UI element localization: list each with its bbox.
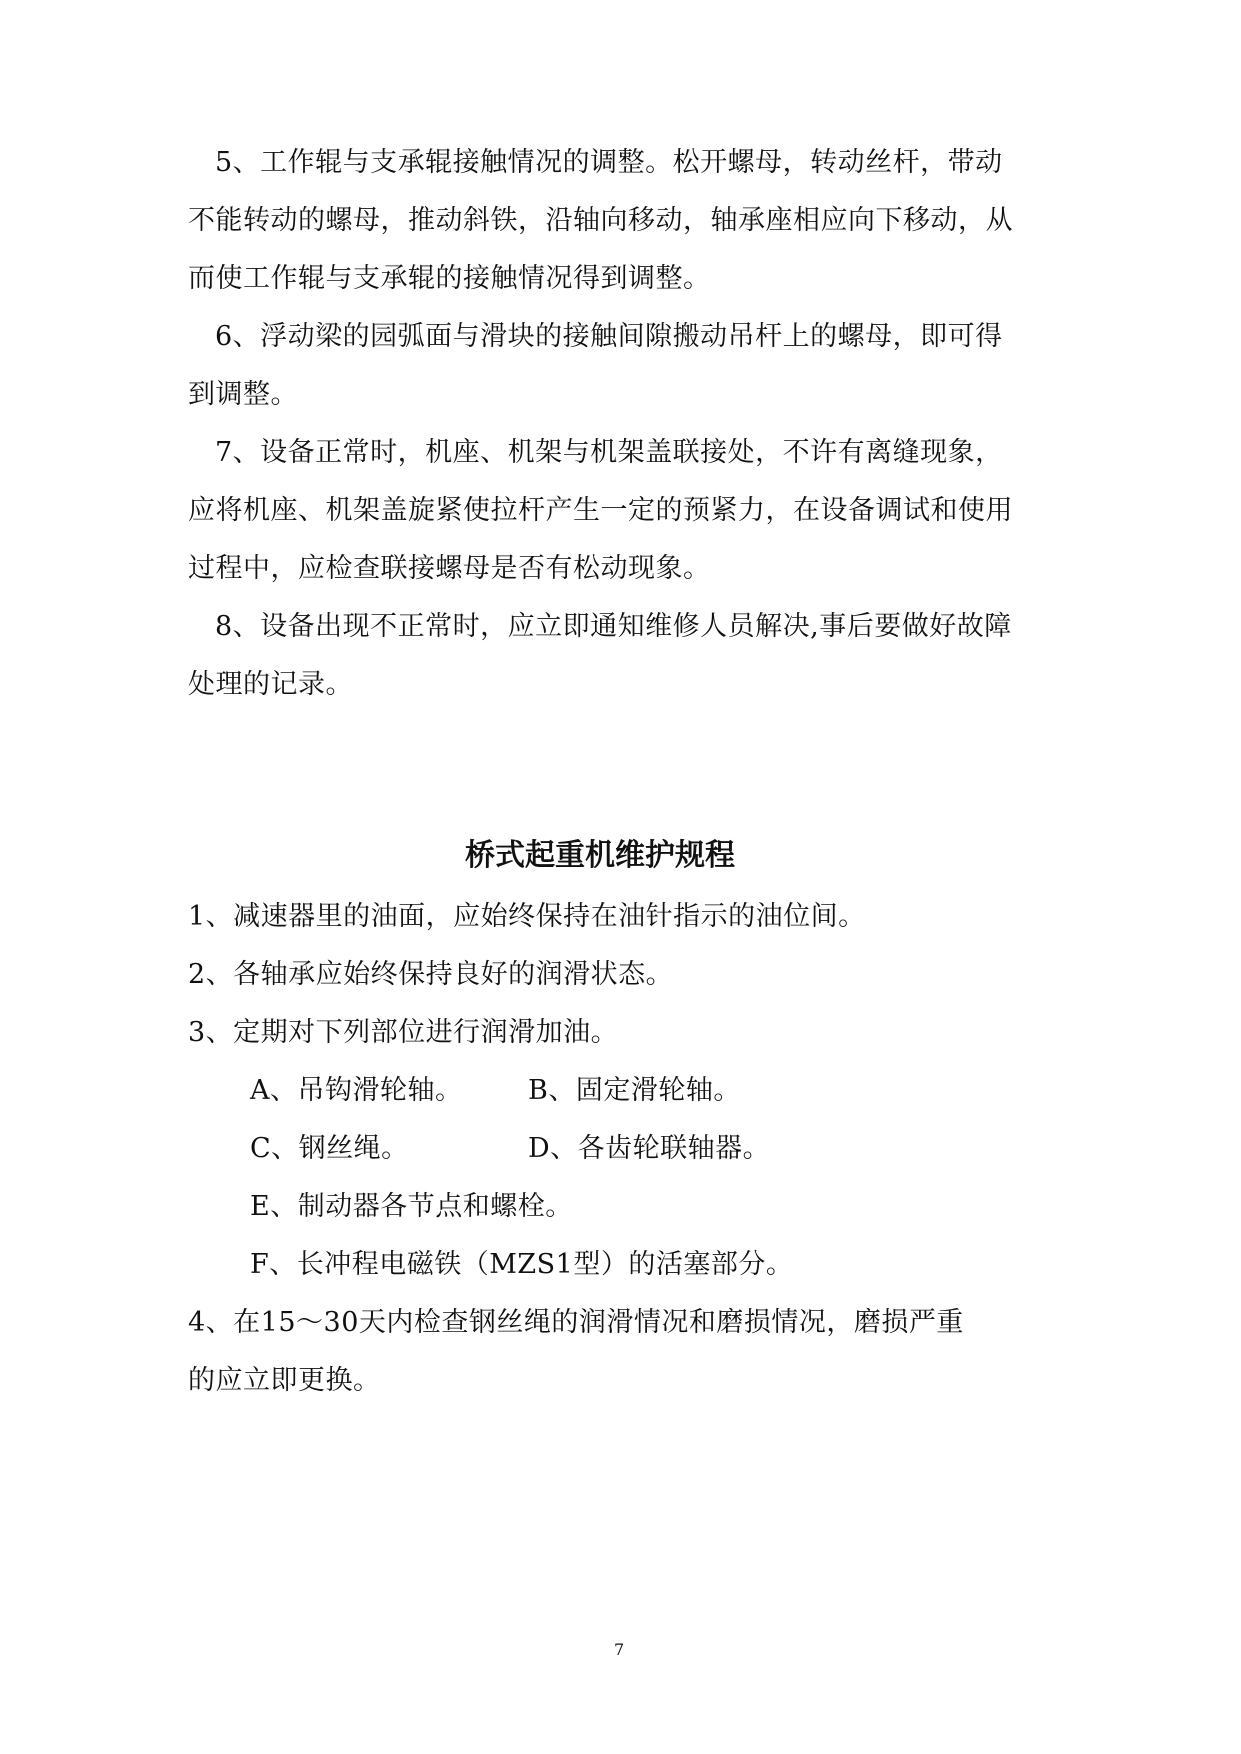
item-8-line-2: 处理的记录。 xyxy=(188,669,353,700)
item-7-line-3: 过程中，应检查联接螺母是否有松动现象。 xyxy=(188,553,711,584)
item-6-line-2: 到调整。 xyxy=(188,379,298,410)
item-7-line-1: 7、设备正常时，机座、机架与机架盖联接处，不许有离缝现象， xyxy=(215,437,1003,468)
crane-sub-d: D、各齿轮联轴器。 xyxy=(528,1133,771,1164)
crane-item-2: 2、各轴承应始终保持良好的润滑状态。 xyxy=(188,959,674,990)
item-5-line-1: 5、工作辊与支承辊接触情况的调整。松开螺母，转动丝杆，带动 xyxy=(215,147,1003,178)
crane-item-3: 3、定期对下列部位进行润滑加油。 xyxy=(188,1017,619,1048)
crane-sub-c: C、钢丝绳。 xyxy=(250,1133,409,1164)
crane-item-1: 1、减速器里的油面，应始终保持在油针指示的油位间。 xyxy=(188,901,866,932)
crane-sub-b: B、固定滑轮轴。 xyxy=(528,1075,741,1106)
item-5-line-3: 而使工作辊与支承辊的接触情况得到调整。 xyxy=(188,263,711,294)
crane-sub-a: A、吊钩滑轮轴。 xyxy=(250,1075,463,1106)
page-number: 7 xyxy=(614,1640,625,1659)
crane-item-4-line-2: 的应立即更换。 xyxy=(188,1365,381,1396)
item-5-line-2: 不能转动的螺母，推动斜铁，沿轴向移动，轴承座相应向下移动，从 xyxy=(188,205,1013,236)
item-7-line-2: 应将机座、机架盖旋紧使拉杆产生一定的预紧力，在设备调试和使用 xyxy=(188,495,1013,526)
crane-item-4-line-1: 4、在15～30天内检查钢丝绳的润滑情况和磨损情况，磨损严重 xyxy=(188,1307,964,1338)
item-6-line-1: 6、浮动梁的园弧面与滑块的接触间隙搬动吊杆上的螺母，即可得 xyxy=(215,321,1003,352)
crane-sub-f: F、长冲程电磁铁（MZS1型）的活塞部分。 xyxy=(250,1249,794,1280)
crane-sub-e: E、制动器各节点和螺栓。 xyxy=(250,1191,573,1222)
section-title: 桥式起重机维护规程 xyxy=(465,838,735,873)
item-8-line-1: 8、设备出现不正常时，应立即通知维修人员解决,事后要做好故障 xyxy=(215,611,1012,642)
